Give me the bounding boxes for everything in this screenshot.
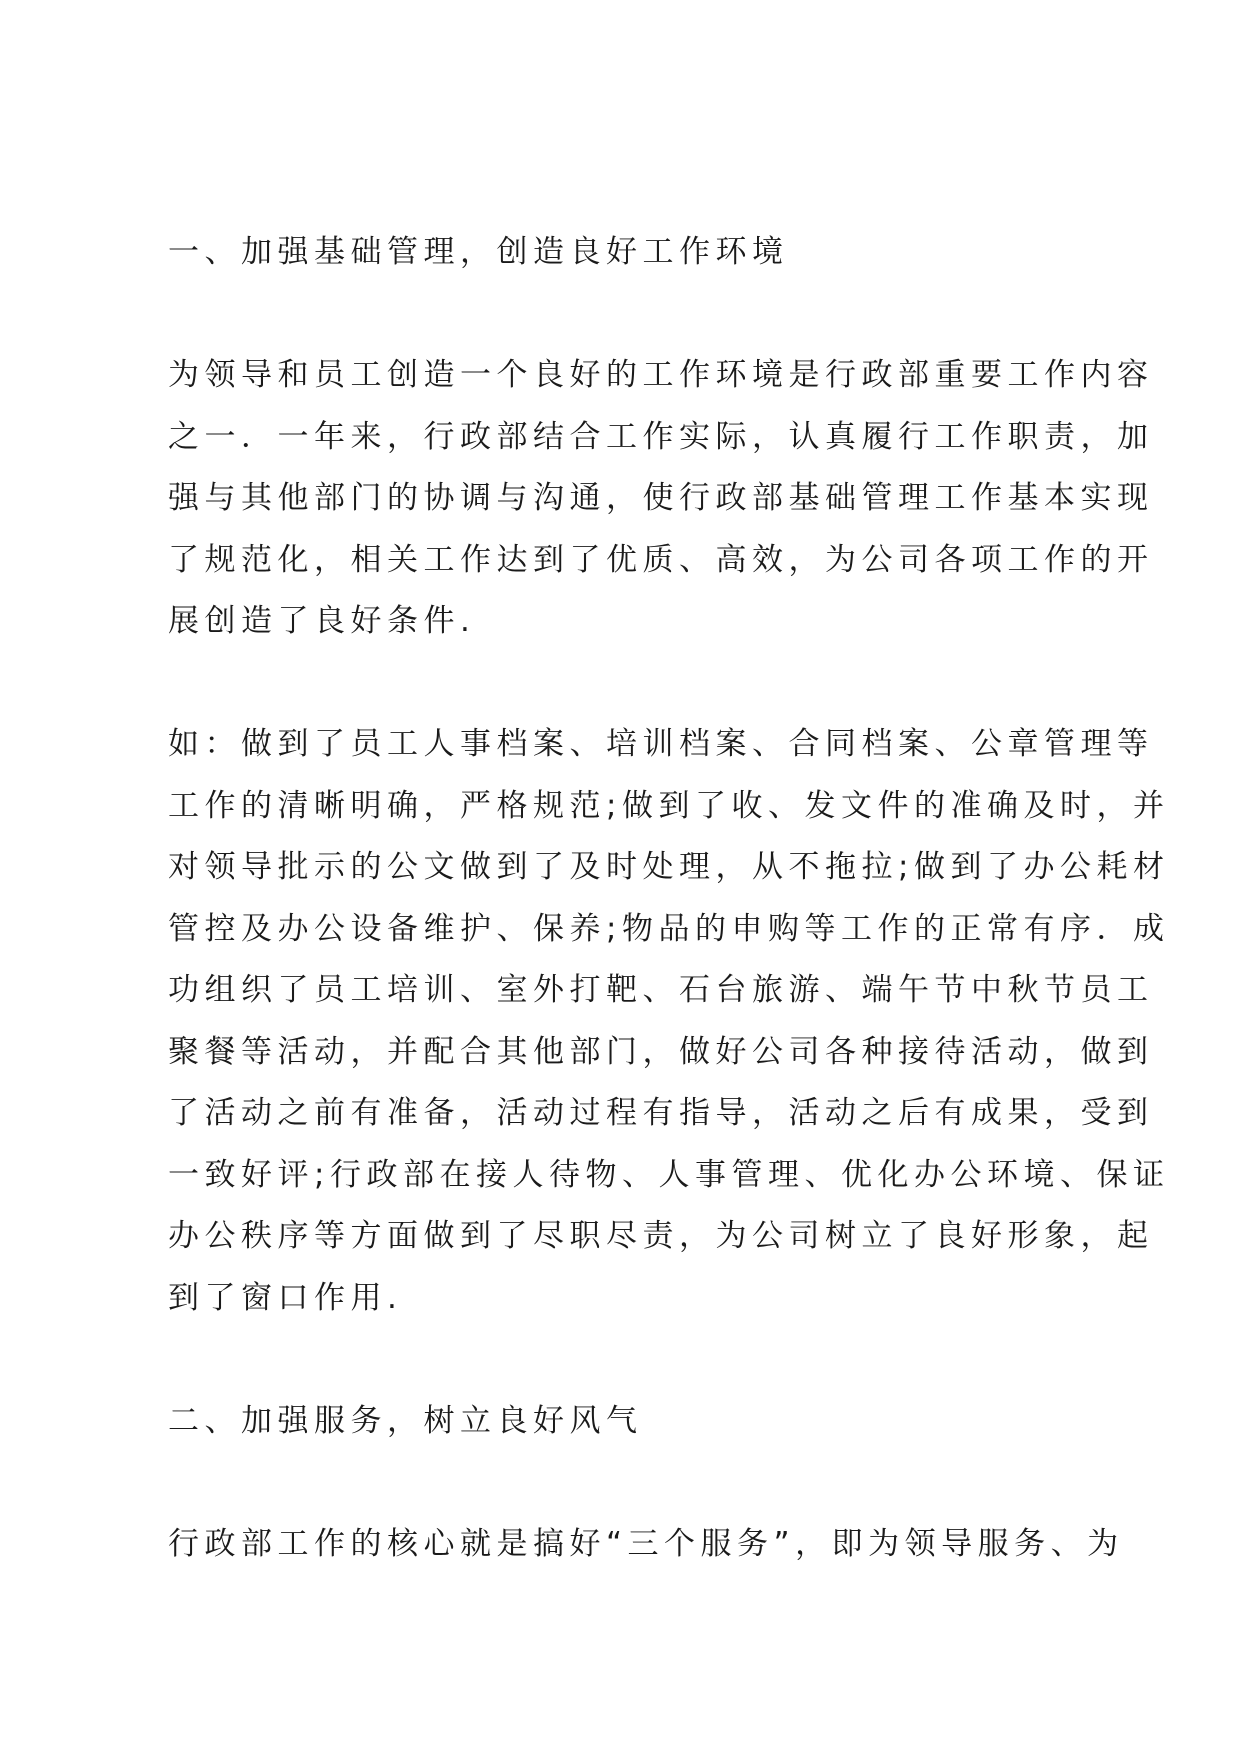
paragraph-line: 管控及办公设备维护、保养;物品的申购等工作的正常有序．成 (168, 910, 1170, 947)
paragraph-gap (168, 1452, 1088, 1514)
paragraph-gap (168, 653, 1088, 715)
paragraph-line: 如：做到了员工人事档案、培训档案、合同档案、公章管理等 (168, 726, 1154, 762)
document-body (168, 222, 1170, 1575)
paragraph-line: 办公秩序等方面做到了尽职尽责，为公司树立了良好形象，起 (168, 1218, 1154, 1254)
paragraph (168, 714, 1170, 1329)
paragraph-line: 行政部工作的核心就是搞好“三个服务”，即为领导服务、为 (168, 1525, 1124, 1562)
paragraph-gap (168, 284, 1088, 346)
paragraph-line: 展创造了良好条件. (168, 603, 476, 639)
paragraph (168, 1514, 1124, 1576)
paragraph-line: 功组织了员工培训、室外打靶、石台旅游、端午节中秋节员工 (168, 972, 1154, 1008)
paragraph-gap (168, 1329, 1088, 1391)
paragraph-line: 聚餐等活动，并配合其他部门，做好公司各种接待活动，做到 (168, 1033, 1154, 1070)
section-heading-text: 二、加强服务，树立良好风气 (168, 1402, 643, 1439)
section-heading-text: 一、加强基础管理，创造良好工作环境 (168, 234, 789, 270)
paragraph-line: 为领导和员工创造一个良好的工作环境是行政部重要工作内容 (168, 357, 1154, 393)
paragraph (168, 345, 1154, 653)
paragraph-line: 强与其他部门的协调与沟通，使行政部基础管理工作基本实现 (168, 480, 1154, 516)
paragraph-line: 对领导批示的公文做到了及时处理，从不拖拉;做到了办公耗材 (168, 849, 1170, 885)
paragraph-line: 一致好评;行政部在接人待物、人事管理、优化办公环境、保证 (168, 1156, 1170, 1193)
paragraph-line: 之一．一年来，行政部结合工作实际，认真履行工作职责，加 (168, 418, 1154, 455)
paragraph-line: 到了窗口作用. (168, 1279, 403, 1316)
paragraph-line: 了规范化，相关工作达到了优质、高效，为公司各项工作的开 (168, 541, 1154, 578)
paragraph-line: 了活动之前有准备，活动过程有指导，活动之后有成果，受到 (168, 1095, 1154, 1131)
paragraph-line: 工作的清晰明确，严格规范;做到了收、发文件的准确及时，并 (168, 787, 1170, 824)
section-heading (168, 222, 1088, 284)
section-heading (168, 1391, 1088, 1453)
